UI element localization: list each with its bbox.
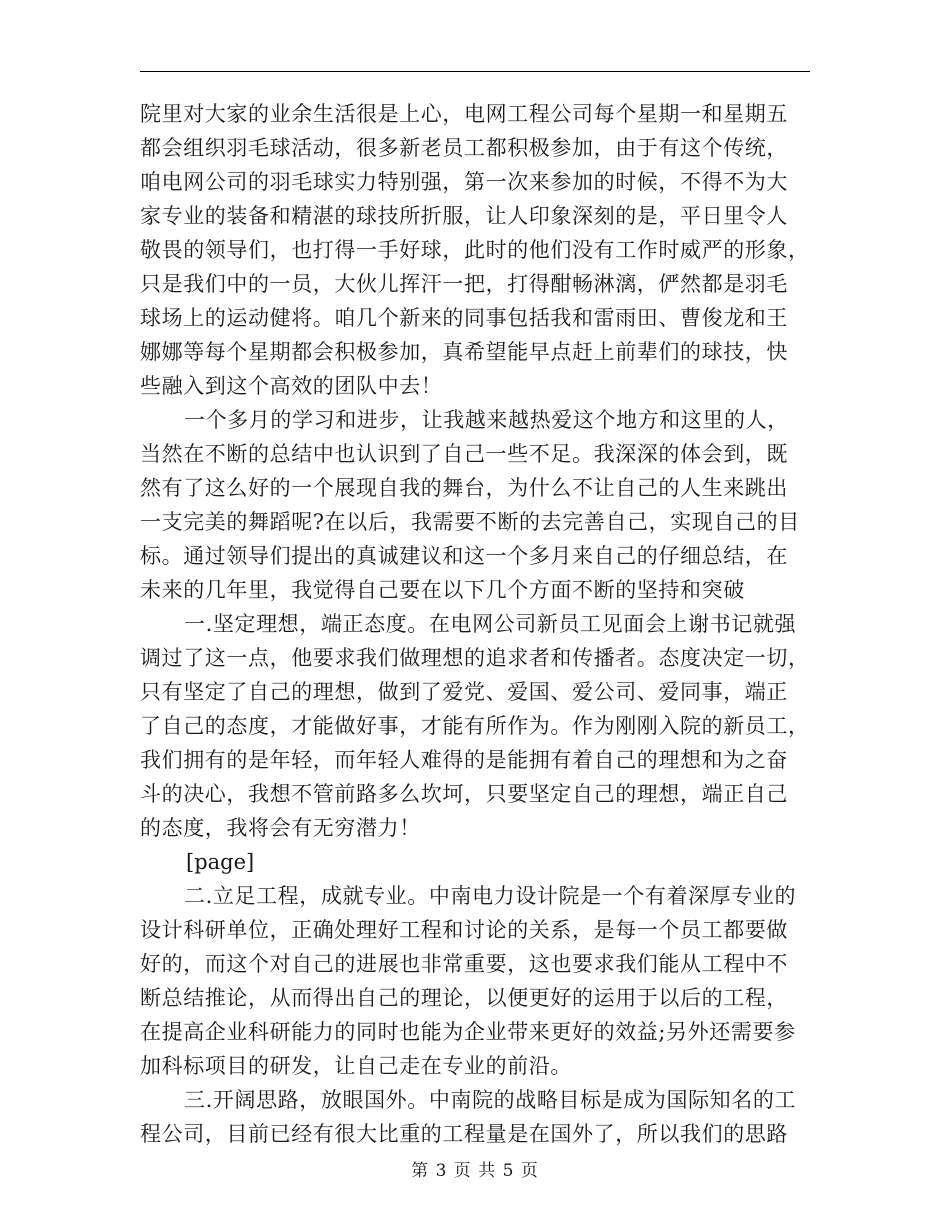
header-rule <box>140 71 810 72</box>
text-line: 院里对大家的业余生活很是上心，电网工程公司每个星期一和星期五 <box>140 102 788 126</box>
text-line: 二.立足工程，成就专业。中南电力设计院是一个有着深厚专业的 <box>184 884 797 908</box>
text-line: 标。通过领导们提出的真诚建议和这一个多月来自己的仔细总结，在 <box>140 544 788 568</box>
text-line: 一.坚定理想，端正态度。在电网公司新员工见面会上谢书记就强 <box>184 612 797 636</box>
text-line: 都会组织羽毛球活动，很多新老员工都积极参加，由于有这个传统， <box>140 136 788 160</box>
text-line: 了自己的态度，才能做好事，才能有所作为。作为刚刚入院的新员工， <box>140 714 810 738</box>
text-line: 一支完美的舞蹈呢?在以后，我需要不断的去完善自己，实现自己的目 <box>140 510 800 534</box>
text-line: 一个多月的学习和进步，让我越来越热爱这个地方和这里的人， <box>184 408 789 432</box>
text-line: 然有了这么好的一个展现自我的舞台，为什么不让自己的人生来跳出 <box>140 476 788 500</box>
document-body <box>140 97 812 1151</box>
text-line: 当然在不断的总结中也认识到了自己一些不足。我深深的体会到，既 <box>140 442 788 466</box>
text-line: 家专业的装备和精湛的球技所折服，让人印象深刻的是，平日里令人 <box>140 204 788 228</box>
text-line: 好的，而这个对自己的进展也非常重要，这也要求我们能从工程中不 <box>140 952 788 976</box>
text-line: 敬畏的领导们，也打得一手好球，此时的他们没有工作时威严的形象， <box>140 238 810 262</box>
text-line: 的态度，我将会有无穷潜力！ <box>140 816 421 840</box>
page-footer: 第 3 页 共 5 页 <box>411 1161 539 1181</box>
text-line: 程公司，目前已经有很大比重的工程量是在国外了，所以我们的思路 <box>140 1122 788 1146</box>
text-line: 只是我们中的一员，大伙儿挥汗一把，打得酣畅淋漓，俨然都是羽毛 <box>140 272 788 296</box>
text-line: 斗的决心，我想不管前路多么坎坷，只要坚定自己的理想，端正自己 <box>140 782 788 806</box>
text-line: 未来的几年里，我觉得自己要在以下几个方面不断的坚持和突破 <box>140 578 745 602</box>
text-line: 只有坚定了自己的理想，做到了爱党、爱国、爱公司、爱同事，端正 <box>140 680 788 704</box>
text-line: 些融入到这个高效的团队中去！ <box>140 374 443 398</box>
text-line: 三.开阔思路，放眼国外。中南院的战略目标是成为国际知名的工 <box>184 1088 797 1112</box>
text-line: 球场上的运动健将。咱几个新来的同事包括我和雷雨田、曹俊龙和王 <box>140 306 788 330</box>
text-line: 我们拥有的是年轻，而年轻人难得的是能拥有着自己的理想和为之奋 <box>140 748 788 772</box>
text-line: 娜娜等每个星期都会积极参加，真希望能早点赶上前辈们的球技，快 <box>140 340 788 364</box>
page-break-marker: [page] <box>186 850 255 874</box>
text-line: 调过了这一点，他要求我们做理想的追求者和传播者。态度决定一切， <box>140 646 810 670</box>
text-line: 断总结推论，从而得出自己的理论，以便更好的运用于以后的工程， <box>140 986 788 1010</box>
text-line: 咱电网公司的羽毛球实力特别强，第一次来参加的时候，不得不为大 <box>140 170 788 194</box>
text-line: 设计科研单位，正确处理好工程和讨论的关系，是每一个员工都要做 <box>140 918 788 942</box>
text-line: 在提高企业科研能力的同时也能为企业带来更好的效益;另外还需要参 <box>140 1020 796 1044</box>
text-line: 加科标项目的研发，让自己走在专业的前沿。 <box>140 1054 572 1078</box>
